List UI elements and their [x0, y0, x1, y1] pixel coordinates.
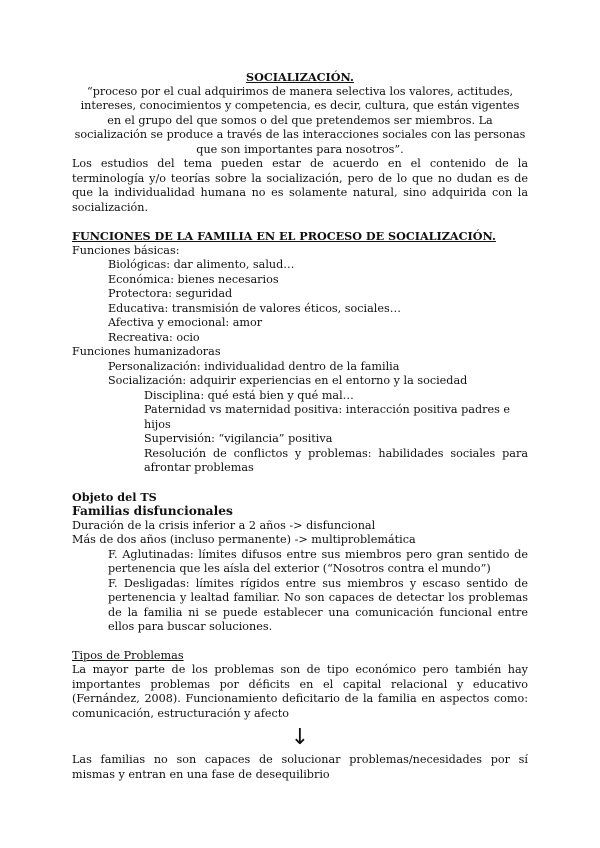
human-functions-label: Funciones humanizadoras [72, 345, 221, 358]
socialization-sublist [72, 389, 528, 476]
list-item: Supervisión: “vigilancia” positiva [144, 432, 333, 445]
conclusion-paragraph: Las familias no son capaces de solucionar problemas/necesidades por sí mismas y entran en una fase de desequilibrio [72, 753, 528, 781]
list-item: Paternidad vs maternidad positiva: interacción positiva padres e hijos [144, 403, 511, 431]
section-heading-familias: Familias disfuncionales [72, 504, 233, 518]
list-item: Recreativa: ocio [108, 330, 200, 344]
intro-paragraph: Los estudios del tema pueden estar de acuerdo en el contenido de la terminología y/o teorías sobre la socialización, pero de lo que no dudan es de que la individualidad humana no es solamente natural, sino adquirida con la socialización. [72, 157, 528, 214]
document-title: SOCIALIZACIÓN. [246, 70, 354, 84]
f-desligadas-paragraph: F. Desligadas: límites rígidos entre sus miembros y escaso sentido de pertenencia y lealtad familiar. No son capaces de detectar los problemas de la familia ni se puede establecer una comunicación funcional entre ellos para buscar soluciones. [108, 576, 528, 633]
list-item: Disciplina: qué está bien y qué mal… [144, 388, 354, 402]
list-item: Biológicas: dar alimento, salud… [108, 258, 295, 271]
basic-functions-list [72, 258, 528, 345]
crisis-duration-line: Más de dos años (incluso permanente) -> multiproblemática [72, 533, 416, 546]
section-heading-objeto: Objeto del TS [72, 489, 157, 504]
list-item: Económica: bienes necesarios [108, 272, 279, 286]
section-heading-tipos: Tipos de Problemas [72, 648, 184, 662]
list-item: Educativa: transmisión de valores éticos, sociales… [108, 301, 401, 315]
problems-paragraph: La mayor parte de los problemas son de tipo económico pero también hay importantes problemas por déficits en el capital relacional y educativo (Fernández, 2008). Funcionamiento deficitario de la familia en aspectos como: comunicación, estructuración y afecto [72, 663, 528, 720]
list-item: Protectora: seguridad [108, 287, 233, 300]
crisis-duration-line: Duración de la crisis inferior a 2 años -> disfuncional [72, 518, 376, 532]
list-item: Resolución de conflictos y problemas: habilidades sociales para afrontar problemas [144, 446, 528, 474]
f-aglutinadas-paragraph: F. Aglutinadas: límites difusos entre sus miembros pero gran sentido de pertenencia que les aísla del exterior (“Nosotros contra el mundo”) [108, 547, 528, 575]
list-item: Personalización: individualidad dentro de la familia [108, 359, 400, 373]
list-item: Socialización: adquirir experiencias en el entorno y la sociedad [108, 374, 468, 387]
document-page [72, 70, 528, 782]
definition-quote: “proceso por el cual adquirimos de manera selectiva los valores, actitudes, intereses, conocimientos y competencia, es decir, cultura, que están vigentes en el grupo del que somos o del que pretendemos ser miembros. La socialización se produce a través de las interacciones sociales con las personas que son importantes para nosotros”. [74, 84, 526, 156]
human-functions-list [72, 360, 528, 389]
list-item: Afectiva y emocional: amor [108, 316, 263, 329]
section-heading-funciones: FUNCIONES DE LA FAMILIA EN EL PROCESO DE SOCIALIZACIÓN. [72, 229, 496, 243]
basic-functions-label: Funciones básicas: [72, 243, 180, 257]
down-arrow-icon: ↓ [290, 725, 310, 750]
